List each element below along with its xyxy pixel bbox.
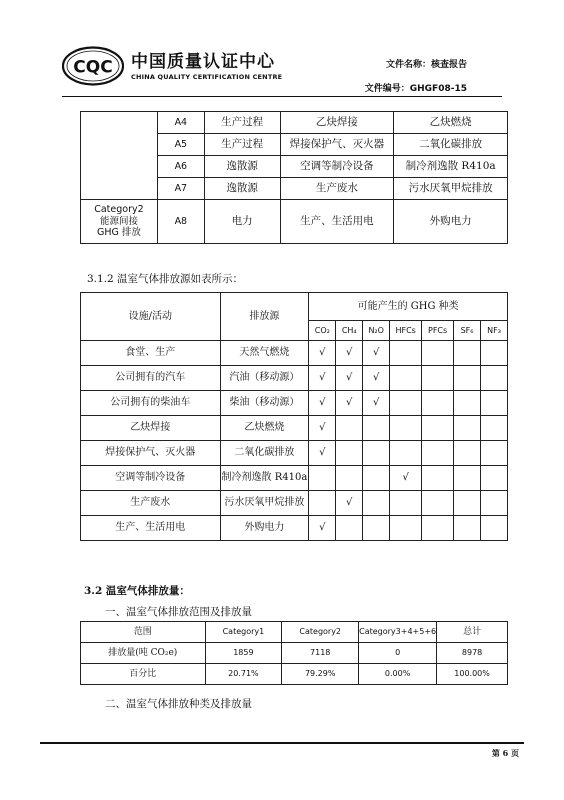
gas-check-cell xyxy=(390,391,422,416)
file-number: 文件编号：GHGF08-15 xyxy=(364,84,467,94)
gas-check-cell xyxy=(390,416,422,441)
type-cell: 电力 xyxy=(204,200,280,244)
value-cell: 8978 xyxy=(437,643,508,664)
gas-check-cell xyxy=(481,391,508,416)
source-cell: 二氧化碳排放 xyxy=(394,134,508,156)
table-row xyxy=(81,643,508,664)
gas-check-cell: √ xyxy=(309,391,336,416)
facility-cell: 乙炔焊接 xyxy=(81,416,221,441)
value-cell: 1859 xyxy=(205,643,282,664)
gas-check-cell xyxy=(454,416,481,441)
org-name-cn: 中国质量认证中心 xyxy=(131,52,275,72)
gas-check-cell: √ xyxy=(309,516,336,541)
gas-check-cell: √ xyxy=(363,366,390,391)
gas-check-cell xyxy=(336,466,363,491)
header-gas: SF₆ xyxy=(454,321,481,341)
activity-cell: 生产废水 xyxy=(280,178,394,200)
gas-check-cell xyxy=(454,491,481,516)
table-row xyxy=(81,200,508,244)
header-source: 排放源 xyxy=(220,293,309,341)
gas-check-cell xyxy=(481,491,508,516)
gas-check-cell xyxy=(390,441,422,466)
value-cell: 0.00% xyxy=(359,664,437,685)
header-facility: 设施/活动 xyxy=(81,293,221,341)
facility-cell: 生产废水 xyxy=(81,491,221,516)
header-gas: CH₄ xyxy=(336,321,363,341)
table-row xyxy=(81,664,508,685)
source-cell: 乙炔燃烧 xyxy=(220,416,309,441)
facility-cell: 空调等制冷设备 xyxy=(81,466,221,491)
gas-check-cell xyxy=(481,366,508,391)
header-category3-6: Category3+4+5+6 xyxy=(359,622,437,643)
gas-check-cell xyxy=(422,466,454,491)
activity-cell: 生产、生活用电 xyxy=(280,200,394,244)
ghg-source-table-body xyxy=(81,341,508,541)
type-cell: 逸散源 xyxy=(204,178,280,200)
source-cell: 制冷剂逸散 R410a xyxy=(394,156,508,178)
header-gas: CO₂ xyxy=(309,321,336,341)
source-cell: 外购电力 xyxy=(394,200,508,244)
gas-check-cell: √ xyxy=(336,391,363,416)
gas-check-cell xyxy=(454,391,481,416)
source-cell: 污水厌氧甲烷排放 xyxy=(220,491,309,516)
header-gas: N₂O xyxy=(363,321,390,341)
table-row xyxy=(81,416,508,441)
header-ghg-types: 可能产生的 GHG 种类 xyxy=(309,293,508,321)
source-cell: 天然气燃烧 xyxy=(220,341,309,366)
emission-category-table xyxy=(80,111,508,244)
table-row xyxy=(81,441,508,466)
value-cell: 79.29% xyxy=(282,664,359,685)
section-heading-3-1-2: 3.1.2 温室气体排放源如表所示： xyxy=(87,273,244,285)
category2-line2: 能源间接 xyxy=(99,215,138,227)
header-category2: Category2 xyxy=(282,622,359,643)
gas-check-cell xyxy=(363,441,390,466)
code-cell: A8 xyxy=(157,200,204,244)
table-row xyxy=(81,516,508,541)
gas-check-cell xyxy=(336,416,363,441)
type-cell: 逸散源 xyxy=(204,156,280,178)
subheading-emission-scope: 一、温室气体排放范围及排放量 xyxy=(105,606,252,618)
table-row xyxy=(81,466,508,491)
source-cell: 乙炔燃烧 xyxy=(394,112,508,134)
gas-check-cell xyxy=(481,466,508,491)
code-cell: A5 xyxy=(157,134,204,156)
gas-check-cell xyxy=(481,416,508,441)
category2-cell xyxy=(81,200,158,244)
gas-check-cell xyxy=(454,366,481,391)
activity-cell: 乙炔焊接 xyxy=(280,112,394,134)
gas-check-cell xyxy=(422,491,454,516)
gas-check-cell xyxy=(454,516,481,541)
activity-cell: 焊接保护气、灭火器 xyxy=(280,134,394,156)
gas-check-cell xyxy=(481,441,508,466)
gas-check-cell xyxy=(363,416,390,441)
gas-check-cell xyxy=(454,341,481,366)
gas-check-cell xyxy=(390,366,422,391)
cqc-logo xyxy=(62,46,124,86)
facility-cell: 食堂、生产 xyxy=(81,341,221,366)
gas-check-cell xyxy=(363,516,390,541)
header-category1: Category1 xyxy=(205,622,282,643)
header-gas: HFCs xyxy=(390,321,422,341)
table-row xyxy=(81,112,508,134)
facility-cell: 焊接保护气、灭火器 xyxy=(81,441,221,466)
source-cell: 污水厌氧甲烷排放 xyxy=(394,178,508,200)
gas-check-cell xyxy=(422,391,454,416)
header-gas: NF₃ xyxy=(481,321,508,341)
table-header-row xyxy=(81,293,508,321)
gas-check-cell xyxy=(481,516,508,541)
gas-check-cell: √ xyxy=(336,366,363,391)
gas-check-cell: √ xyxy=(363,341,390,366)
gas-check-cell: √ xyxy=(309,416,336,441)
table-row xyxy=(81,341,508,366)
category2-line1: Category2 xyxy=(94,204,144,216)
value-cell: 0 xyxy=(359,643,437,664)
gas-check-cell: √ xyxy=(309,341,336,366)
gas-check-cell: √ xyxy=(309,366,336,391)
header-divider xyxy=(62,96,502,97)
activity-cell: 空调等制冷设备 xyxy=(280,156,394,178)
gas-check-cell: √ xyxy=(390,466,422,491)
gas-check-cell xyxy=(454,466,481,491)
gas-check-cell xyxy=(363,466,390,491)
type-cell: 生产过程 xyxy=(204,112,280,134)
subheading-emission-types: 二、温室气体排放种类及排放量 xyxy=(105,698,252,710)
code-cell: A4 xyxy=(157,112,204,134)
table-row xyxy=(81,366,508,391)
gas-check-cell xyxy=(481,341,508,366)
gas-check-cell xyxy=(390,516,422,541)
facility-cell: 公司拥有的汽车 xyxy=(81,366,221,391)
source-cell: 汽油（移动源） xyxy=(220,366,309,391)
category2-line3: GHG 排放 xyxy=(97,227,141,239)
value-cell: 20.71% xyxy=(205,664,282,685)
source-cell: 外购电力 xyxy=(220,516,309,541)
type-cell: 生产过程 xyxy=(204,134,280,156)
gas-check-cell xyxy=(390,491,422,516)
category-cell-empty xyxy=(81,112,158,200)
gas-check-cell xyxy=(422,341,454,366)
value-cell: 100.00% xyxy=(437,664,508,685)
header-total: 总计 xyxy=(437,622,508,643)
gas-check-cell: √ xyxy=(336,341,363,366)
gas-check-cell xyxy=(454,441,481,466)
gas-check-cell xyxy=(363,491,390,516)
page-number: 第 6 页 xyxy=(491,748,519,758)
gas-check-cell xyxy=(309,466,336,491)
table-row xyxy=(81,491,508,516)
file-name: 文件名称：核查报告 xyxy=(385,60,467,70)
header-scope: 范围 xyxy=(81,622,206,643)
gas-check-cell xyxy=(422,441,454,466)
gas-check-cell xyxy=(390,341,422,366)
row-label: 排放量(吨 CO₂e) xyxy=(81,643,206,664)
header-gas: PFCs xyxy=(422,321,454,341)
gas-check-cell xyxy=(422,516,454,541)
gas-check-cell xyxy=(422,416,454,441)
facility-cell: 公司拥有的柴油车 xyxy=(81,391,221,416)
section-heading-3-2: 3.2 温室气体排放量： xyxy=(84,585,190,597)
gas-check-cell: √ xyxy=(309,441,336,466)
emission-amount-table xyxy=(80,621,508,685)
gas-check-cell xyxy=(422,366,454,391)
footer-divider xyxy=(40,742,524,744)
logo-text: CQC xyxy=(73,57,113,78)
gas-check-cell: √ xyxy=(336,491,363,516)
table-header-row xyxy=(81,622,508,643)
org-name-en: CHINA QUALITY CERTIFICATION CENTRE xyxy=(131,73,283,81)
facility-cell: 生产、生活用电 xyxy=(81,516,221,541)
gas-check-cell: √ xyxy=(363,391,390,416)
gas-check-cell xyxy=(336,516,363,541)
source-cell: 制冷剂逸散 R410a xyxy=(220,466,309,491)
value-cell: 7118 xyxy=(282,643,359,664)
code-cell: A6 xyxy=(157,156,204,178)
gas-check-cell xyxy=(309,491,336,516)
source-cell: 二氧化碳排放 xyxy=(220,441,309,466)
gas-check-cell xyxy=(336,441,363,466)
table-row xyxy=(81,391,508,416)
row-label: 百分比 xyxy=(81,664,206,685)
ghg-source-table xyxy=(80,292,508,541)
source-cell: 柴油（移动源） xyxy=(220,391,309,416)
code-cell: A7 xyxy=(157,178,204,200)
